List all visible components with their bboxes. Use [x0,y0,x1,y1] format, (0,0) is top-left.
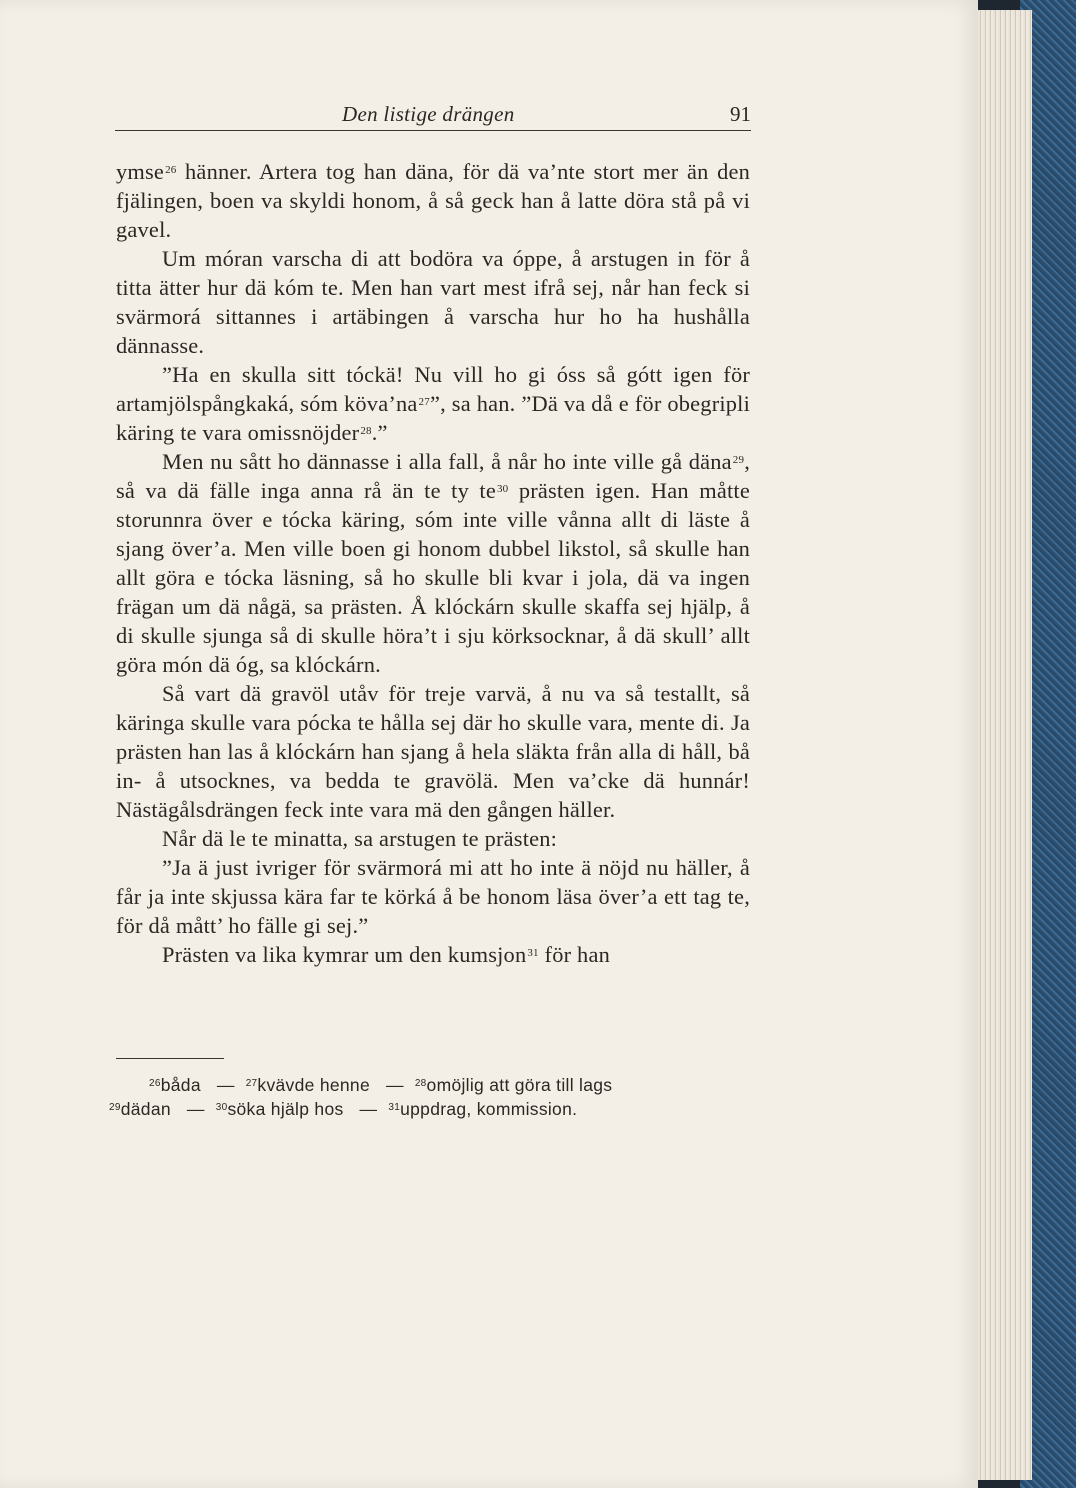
footnote-rule [116,1058,224,1059]
footnote-ref: 30 [496,483,509,495]
paragraph [116,157,750,244]
paragraph [116,679,750,824]
footnote-ref: 29 [732,454,745,466]
text-run: ymse [116,159,165,184]
footnote [387,1099,577,1119]
footnote-text: dädan [120,1099,171,1119]
footnote-number: 30 [215,1102,228,1113]
footnote-number: 31 [388,1102,401,1113]
text-run: .” [371,420,388,445]
footnote [108,1099,171,1119]
footnote-separator: — [186,1099,205,1119]
running-head-title: Den listige drängen [342,102,515,126]
paragraph [116,447,750,679]
footnote-ref: 28 [360,425,372,437]
text-run: Men nu sått ho dännasse i alla fall, å når ho inte ville gå däna [162,449,732,474]
paragraph [116,244,750,360]
text-run: prästen igen. Han måtte storunnra över e tócka käring, sóm inte ville vånna allt di läste å sjang över’a. Men ville boen gi honom dubbel likstol, så skulle han allt göra e tócka läsning, så ho skulle bli kvar i jola, dä va ingen frägan um dä någä, sa prästen. Å klóckárn skulle skaffa sej hjälp, å di skulle sjunga så di skulle höra’t i sju körksocknar, å dä skull’ allt göra món dä óg, sa klóckárn. [116,478,750,677]
footnote-text: båda [160,1075,201,1095]
footnotes [108,1073,768,1121]
footnote-text: söka hjälp hos [227,1099,344,1119]
footnote-separator: — [359,1099,378,1119]
footnote-line [108,1073,768,1097]
footnote-ref: 26 [165,164,177,176]
footnote-text: kvävde henne [257,1075,370,1095]
text-run: Når dä le te minatta, sa arstugen te prästen: [162,826,558,851]
footnote-ref: 31 [527,947,539,959]
page-number: 91 [730,102,751,126]
footnote-number: 26 [149,1078,161,1089]
footnote-number: 27 [245,1078,258,1089]
body-text [116,157,750,969]
text-run: hänner. Artera tog han däna, för dä va’nte stort mer än den fjälingen, boen va skyldi honom, å så geck han å latte döra stå på vi gavel. [116,159,750,242]
footnote-number: 29 [109,1102,121,1113]
paragraph [116,853,750,940]
paragraph [116,940,750,969]
footnote-ref: 27 [418,396,430,408]
paragraph [116,360,750,447]
text-run: ”, sa han. ”Dä va då e för obegripli käring te vara omissnöjder [116,391,751,445]
footnote-number: 28 [414,1078,427,1089]
footnote [245,1075,370,1095]
footnote [215,1099,344,1119]
footnote [148,1075,201,1095]
text-run: , så va dä fälle inga anna rå än te ty te [116,449,750,503]
header-rule [115,130,751,131]
text-run: Prästen va lika kymrar um den kumsjon [162,942,527,967]
text-run: ”Ha en skulla sitt tóckä! Nu vill ho gi óss så gótt igen för artamjölspångkaká, sóm köva’na [116,362,750,416]
text-run: ”Ja ä just ivriger för svärmorá mi att ho inte ä nöjd nu häller, å får ja inte skjussa kära far te körká å be honom läsa över’a ett tag te, för då mått’ ho fälle gi sej.” [116,855,750,938]
footnote-separator: — [216,1075,235,1095]
running-head [115,100,751,128]
footnote-text: omöjlig att göra till lags [426,1075,613,1095]
footnote [414,1075,613,1095]
footnote-line [108,1097,768,1121]
text-run: Um móran varscha di att bodöra va óppe, å arstugen in för å titta ätter hur dä kóm te. Men han vart mest ifrå sej, når han feck si svärmorá sittannes i artäbingen å varscha hur ho ha hushålla dännasse. [116,246,750,358]
footnote-text: uppdrag, kommission. [400,1099,578,1119]
footnote-separator: — [386,1075,404,1095]
text-run: för han [538,942,610,967]
text-run: Så vart dä gravöl utåv för treje varvä, å nu va så testallt, så käringa skulle vara pócka te hålla sej där ho skulle vara, mente di. Ja prästen han las å klóckárn han sjang å hela släkta från alla di håll, bå in- å utsocknes, va bedda te gravölä. Men va’cke dä hunnár! Nästägålsdrängen feck inte vara mä den gången häller. [116,681,750,822]
paragraph [116,824,750,853]
